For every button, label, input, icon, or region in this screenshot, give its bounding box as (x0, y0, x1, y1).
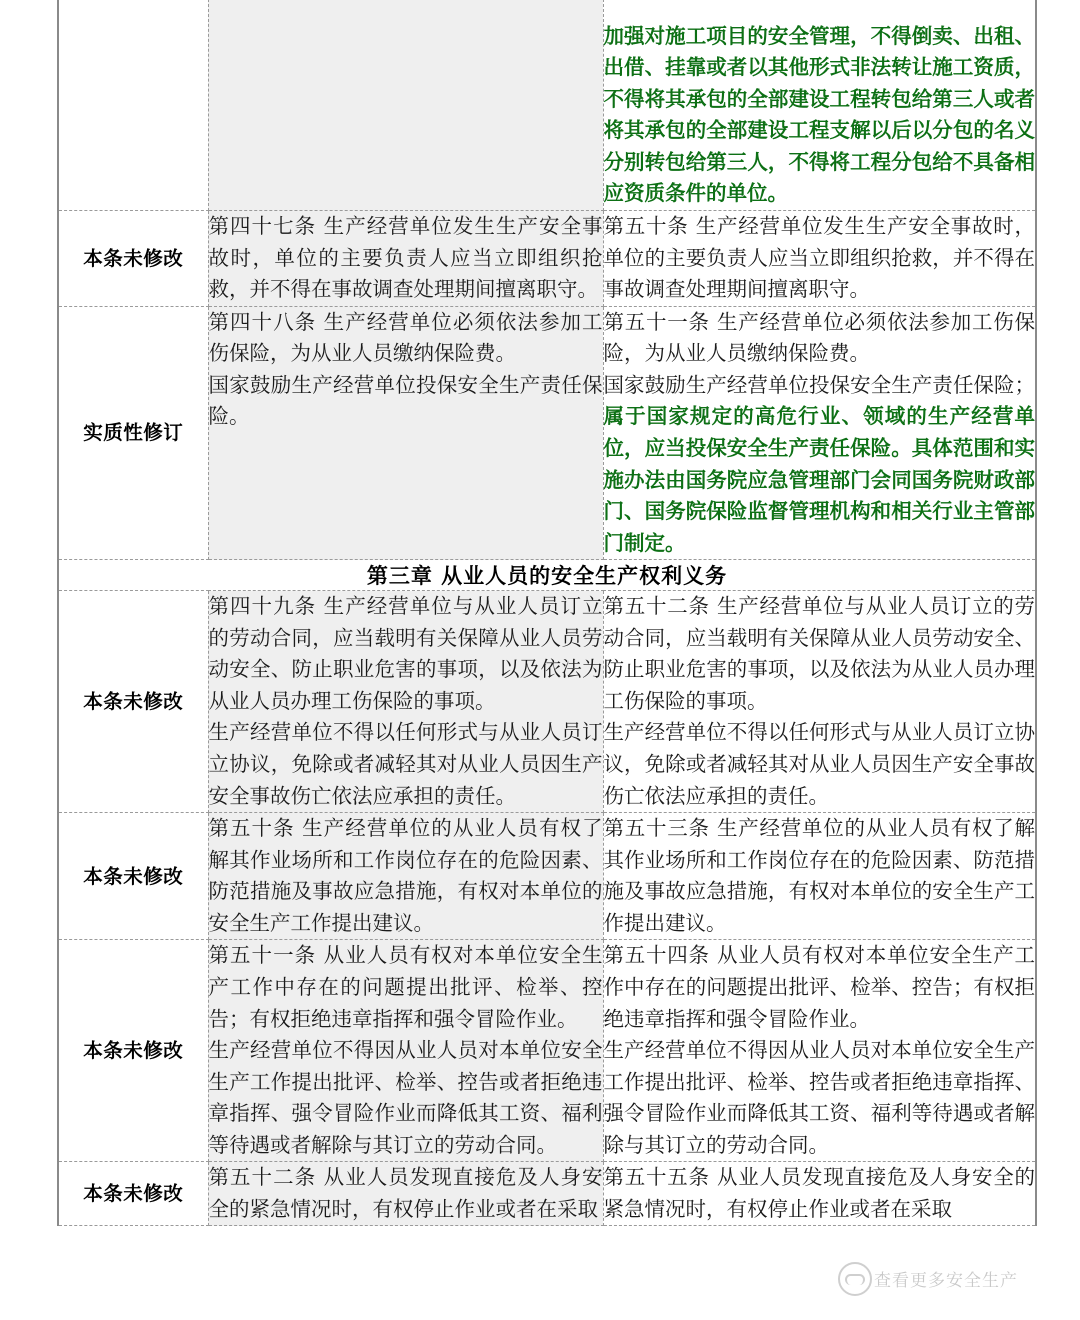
old-law-cell (208, 591, 603, 813)
revision-tag-cell (58, 0, 208, 211)
table-row (58, 940, 1036, 1162)
old-law-cell (208, 940, 603, 1162)
old-law-cell (208, 1162, 603, 1226)
new-text: 第五十三条 生产经营单位的从业人员有权了解其作业场所和工作岗位存在的危险因素、防范措施及事故应急措施，有权对本单位的安全生产工作提出建议。 (603, 816, 1035, 935)
old-law-cell (208, 813, 603, 940)
old-text-line1: 第四十八条 生产经营单位必须依法参加工伤保险，为从业人员缴纳保险费。 (208, 309, 603, 366)
chapter-heading-row (58, 560, 1036, 591)
new-text-line2 (604, 370, 1036, 559)
old-text-line2: 国家鼓励生产经营单位投保安全生产责任保险。 (208, 372, 603, 429)
new-text-line1: 第五十二条 生产经营单位与从业人员订立的劳动合同，应当载明有关保障从业人员劳动安全、防止职业危害的事项，以及依法为从业人员办理工伤保险的事项。 (603, 594, 1035, 713)
old-law-cell (208, 0, 603, 211)
table-row (58, 0, 1036, 211)
old-text-line2: 生产经营单位不得以任何形式与从业人员订立协议，免除或者减轻其对从业人员因生产安全事故伤亡依法应承担的责任。 (208, 720, 603, 808)
old-law-cell (208, 211, 603, 307)
new-law-cell (603, 306, 1036, 560)
old-text: 第五十条 生产经营单位的从业人员有权了解其作业场所和工作岗位存在的危险因素、防范措施及事故应急措施，有权对本单位的安全生产工作提出建议。 (208, 816, 603, 935)
revision-tag-cell: 本条未修改 (58, 940, 208, 1162)
revision-tag-cell: 本条未修改 (58, 1162, 208, 1226)
new-text: 第五十五条 从业人员发现直接危及人身安全的紧急情况时，有权停止作业或者在采取 (603, 1165, 1035, 1221)
new-text-plain: 国家鼓励生产经营单位投保安全生产责任保险； (603, 372, 1035, 397)
new-text-line1: 第五十四条 从业人员有权对本单位安全生产工作中存在的问题提出批评、检举、控告；有权拒绝违章指挥和强令冒险作业。 (603, 943, 1035, 1031)
new-law-cell (603, 591, 1036, 813)
new-law-cell (603, 813, 1036, 940)
new-law-cell (603, 1162, 1036, 1226)
old-text-line2: 生产经营单位不得因从业人员对本单位安全生产工作提出批评、检举、控告或者拒绝违章指挥、强令冒险作业而降低其工资、福利等待遇或者解除与其订立的劳动合同。 (208, 1038, 603, 1157)
chapter-title: 第三章 从业人员的安全生产权利义务 (58, 560, 1036, 591)
new-law-cell (603, 0, 1036, 211)
table-row (58, 306, 1036, 560)
new-law-cell (603, 211, 1036, 307)
table-row (58, 813, 1036, 940)
new-text-line1: 第五十一条 生产经营单位必须依法参加工伤保险，为从业人员缴纳保险费。 (603, 309, 1035, 366)
table-row (58, 211, 1036, 307)
watermark-text: 查看更多安全生产 (874, 1271, 1018, 1291)
new-text: 第五十条 生产经营单位发生生产安全事故时，单位的主要负责人应当立即组织抢救，并不得在事故调查处理期间擅离职守。 (603, 214, 1035, 302)
revision-tag-cell: 实质性修订 (58, 306, 208, 560)
revised-text: 属于国家规定的高危行业、领域的生产经营单位，应当投保安全生产责任保险。具体范围和实施办法由国务院应急管理部门会同国务院财政部门、国务院保险监督管理机构和相关行业主管部门制定。 (603, 404, 1035, 555)
wechat-logo-icon (838, 1262, 872, 1296)
watermark (838, 1258, 1048, 1304)
new-law-cell (603, 940, 1036, 1162)
table-row (58, 1162, 1036, 1226)
new-text-line2: 生产经营单位不得因从业人员对本单位安全生产工作提出批评、检举、控告或者拒绝违章指挥、强令冒险作业而降低其工资、福利等待遇或者解除与其订立的劳动合同。 (603, 1038, 1035, 1157)
revision-tag-cell: 本条未修改 (58, 813, 208, 940)
table-row (58, 591, 1036, 813)
law-comparison-table (57, 0, 1037, 1226)
new-text-line2: 生产经营单位不得以任何形式与从业人员订立协议，免除或者减轻其对从业人员因生产安全事故伤亡依法应承担的责任。 (603, 720, 1035, 808)
old-text-line1: 第五十一条 从业人员有权对本单位安全生产工作中存在的问题提出批评、检举、控告；有权拒绝违章指挥和强令冒险作业。 (208, 943, 603, 1031)
old-text: 第四十七条 生产经营单位发生生产安全事故时，单位的主要负责人应当立即组织抢救，并不得在事故调查处理期间擅离职守。 (208, 214, 603, 302)
revision-tag-cell: 本条未修改 (58, 211, 208, 307)
revision-tag-cell: 本条未修改 (58, 591, 208, 813)
old-text: 第五十二条 从业人员发现直接危及人身安全的紧急情况时，有权停止作业或者在采取 (208, 1165, 603, 1221)
old-text-line1: 第四十九条 生产经营单位与从业人员订立的劳动合同，应当载明有关保障从业人员劳动安全、防止职业危害的事项，以及依法为从业人员办理工伤保险的事项。 (208, 594, 603, 713)
revised-text: 加强对施工项目的安全管理，不得倒卖、出租、出借、挂靠或者以其他形式非法转让施工资质，不得将其承包的全部建设工程转包给第三人或者将其承包的全部建设工程支解以后以分包的名义分别转包给第三人，不得将工程分包给不具备相应资质条件的单位。 (603, 23, 1035, 206)
old-law-cell (208, 306, 603, 560)
